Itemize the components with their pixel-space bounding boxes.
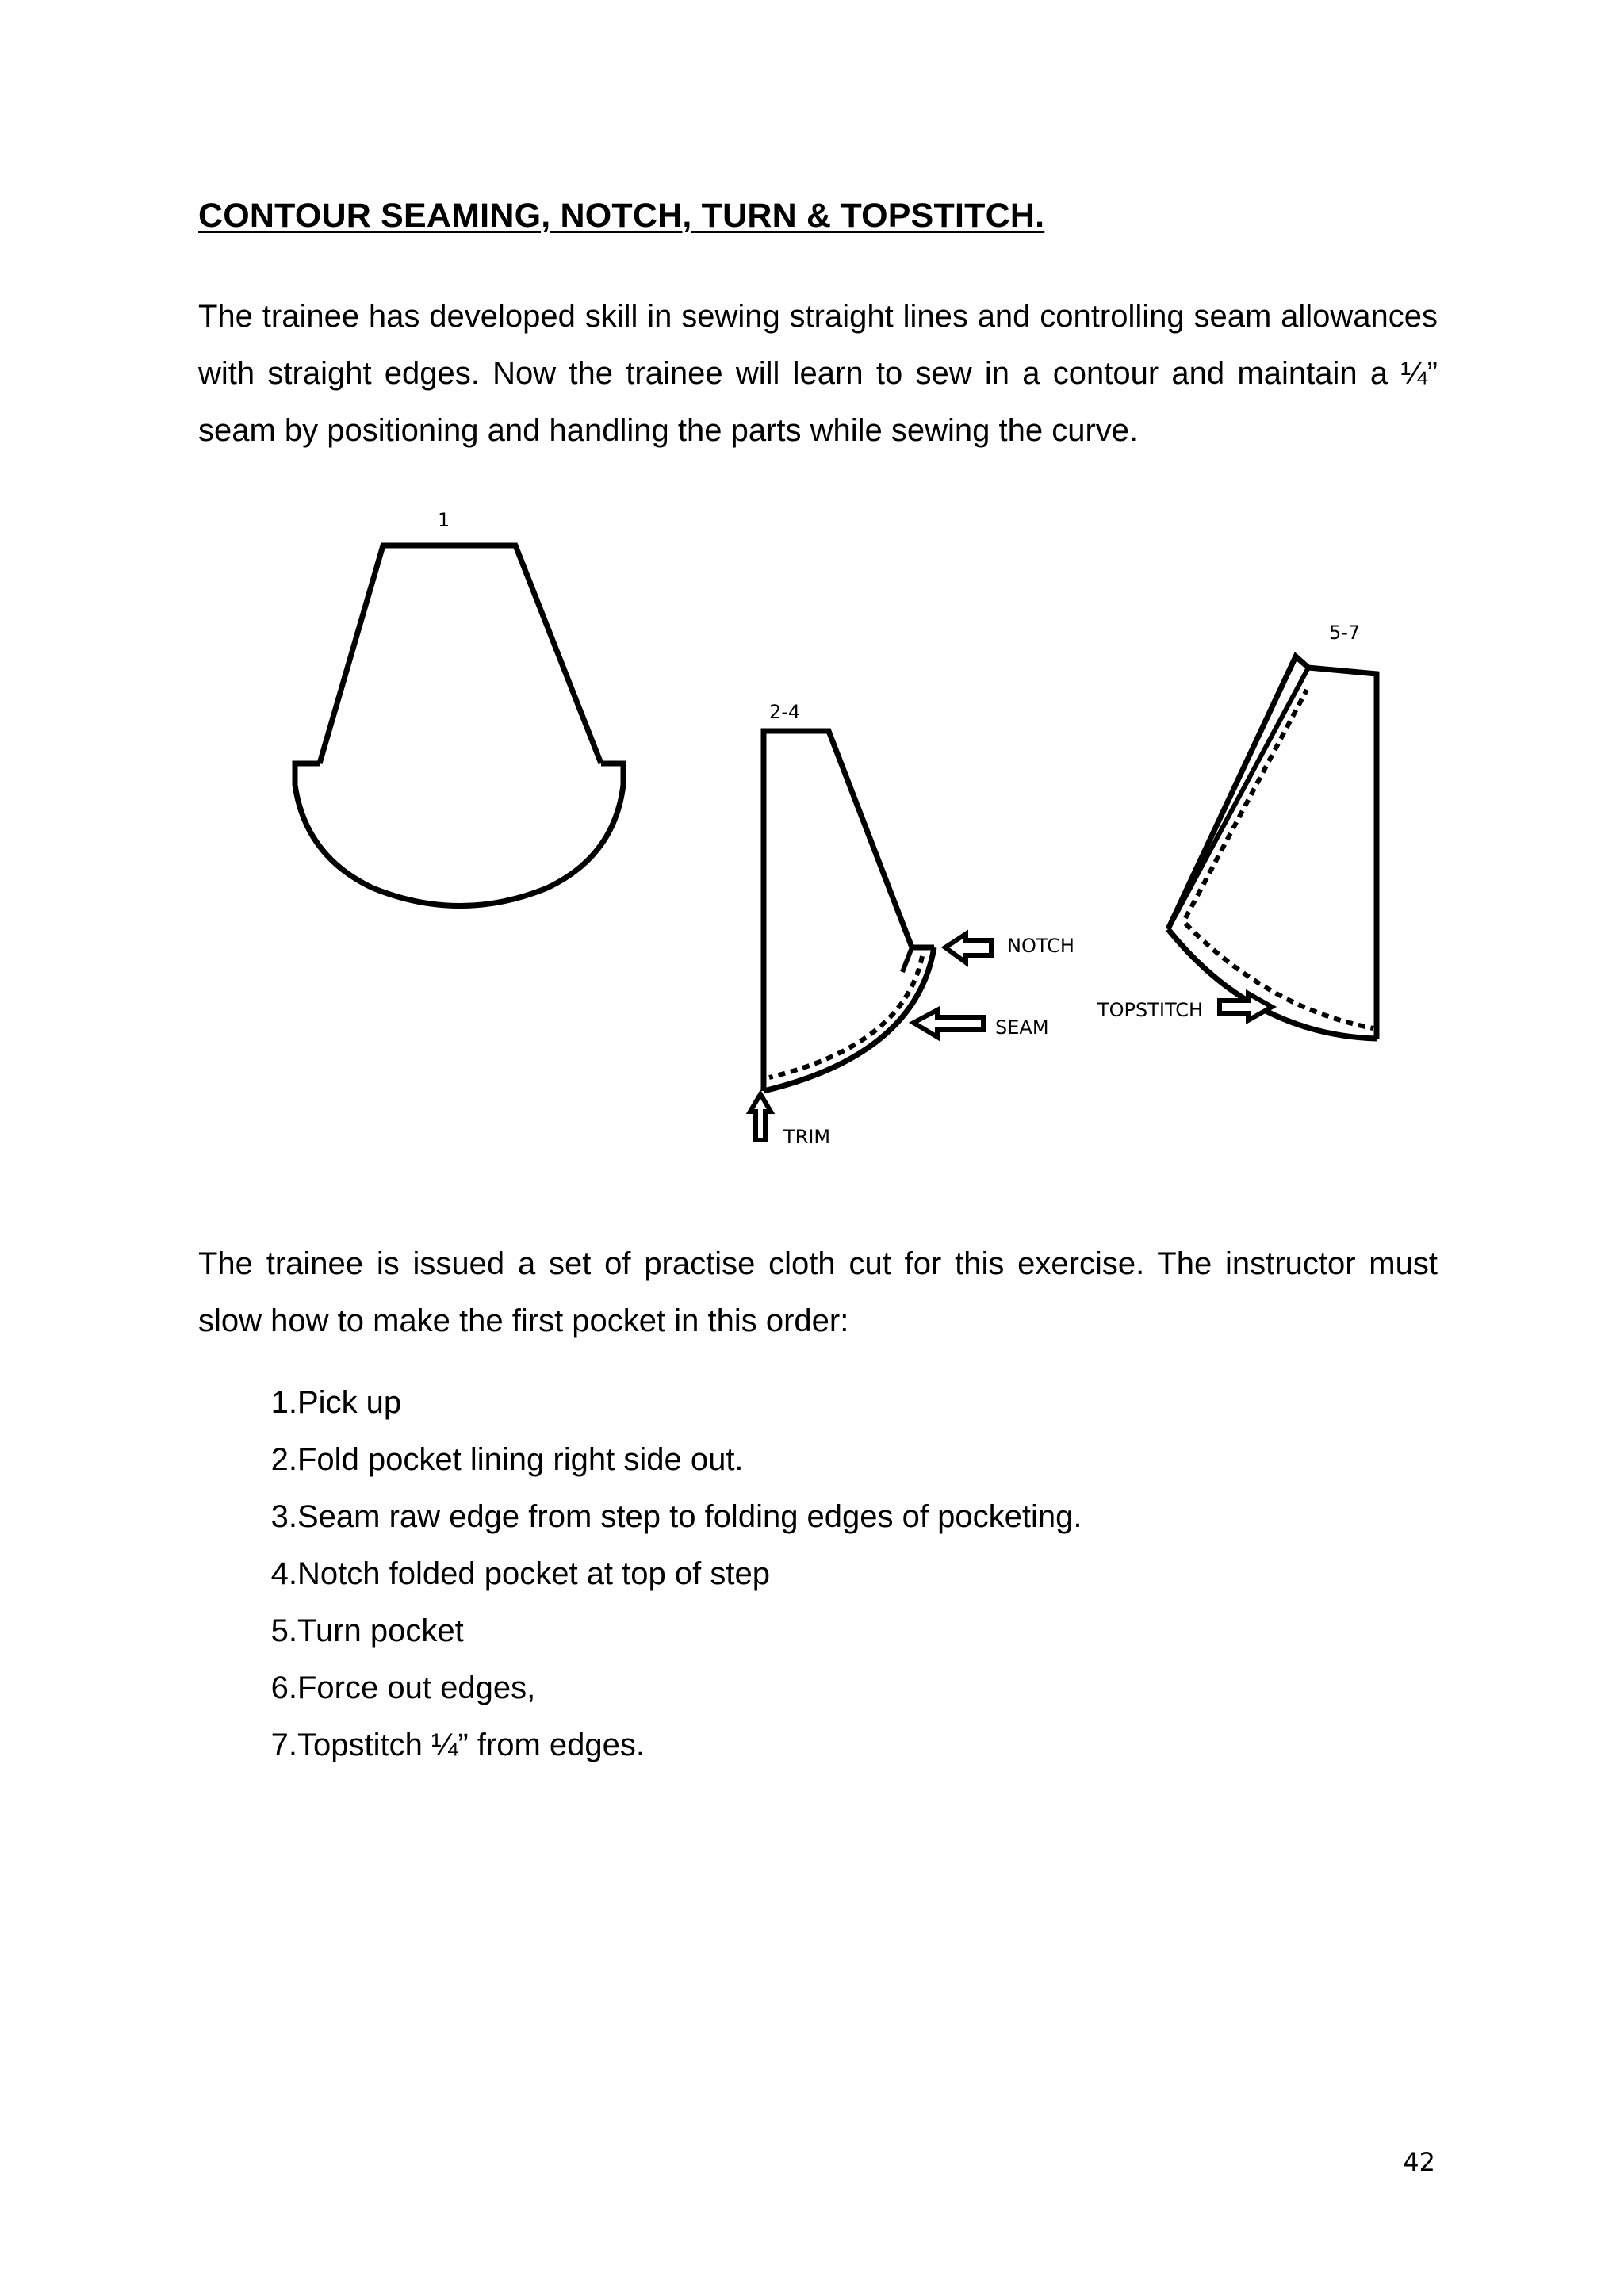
figure-2-outline	[764, 731, 934, 1091]
notch-label: NOTCH	[1007, 935, 1074, 957]
pocket-diagram	[0, 476, 1624, 1189]
step-text: Fold pocket lining right side out.	[297, 1442, 744, 1477]
step-number: 5.	[270, 1613, 297, 1648]
list-item	[198, 1545, 1082, 1602]
figure-1-outline	[320, 545, 601, 763]
list-item	[198, 1431, 1082, 1488]
figure-3	[1097, 622, 1377, 1039]
step-number: 6.	[270, 1670, 297, 1705]
figure-2	[750, 701, 1074, 1148]
step-text: Force out edges,	[297, 1670, 536, 1705]
intro-paragraph: The trainee has developed skill in sewing straight lines and controlling seam allowances with straight edges. Now the trainee will learn to sew in a contour and maintain a ¼” seam by positioning and handling the parts while sewing the curve.	[198, 299, 1438, 448]
topstitch-label: TOPSTITCH	[1097, 999, 1204, 1021]
figure-3-curve	[1168, 929, 1377, 1039]
list-item	[198, 1716, 1082, 1774]
step-text: Topstitch ¼” from edges.	[297, 1728, 645, 1762]
page-number: 42	[1403, 2147, 1435, 2177]
step-text: Notch folded pocket at top of step	[297, 1556, 770, 1591]
step-text: Seam raw edge from step to folding edges of pocketing.	[297, 1499, 1082, 1534]
step-text: Pick up	[297, 1385, 402, 1420]
figure-3-inner-edge	[1168, 668, 1308, 929]
step-number: 3.	[270, 1499, 297, 1534]
step-number: 7.	[270, 1728, 297, 1762]
figure-1-curve	[295, 763, 623, 906]
figure-1	[295, 509, 623, 906]
figure-3-outline	[1168, 656, 1377, 1039]
topstitch-arrow	[1220, 993, 1272, 1020]
step-number: 2.	[270, 1442, 297, 1477]
figure-1-label: 1	[438, 509, 450, 531]
instructions-paragraph: The trainee is issued a set of practise cloth cut for this exercise. The instructor must slow how to make the first pocket in this order:	[198, 1246, 1438, 1338]
trim-arrow	[750, 1094, 771, 1140]
list-item	[198, 1488, 1082, 1545]
page-title: CONTOUR SEAMING, NOTCH, TURN & TOPSTITCH.	[198, 197, 1045, 235]
seam-label: SEAM	[995, 1016, 1049, 1039]
list-item	[198, 1602, 1082, 1659]
figure-3-label: 5-7	[1329, 622, 1361, 644]
step-number: 1.	[270, 1385, 297, 1420]
step-text: Turn pocket	[297, 1613, 464, 1648]
notch-arrow	[945, 934, 991, 962]
figure-2-curve	[764, 947, 934, 1091]
list-item	[198, 1659, 1082, 1716]
steps-list	[198, 1374, 1082, 1774]
notch-mark	[902, 947, 912, 972]
trim-label: TRIM	[783, 1126, 831, 1148]
step-number: 4.	[270, 1556, 297, 1591]
list-item	[198, 1374, 1082, 1431]
seam-arrow	[914, 1010, 983, 1037]
figure-2-label: 2-4	[769, 701, 801, 723]
